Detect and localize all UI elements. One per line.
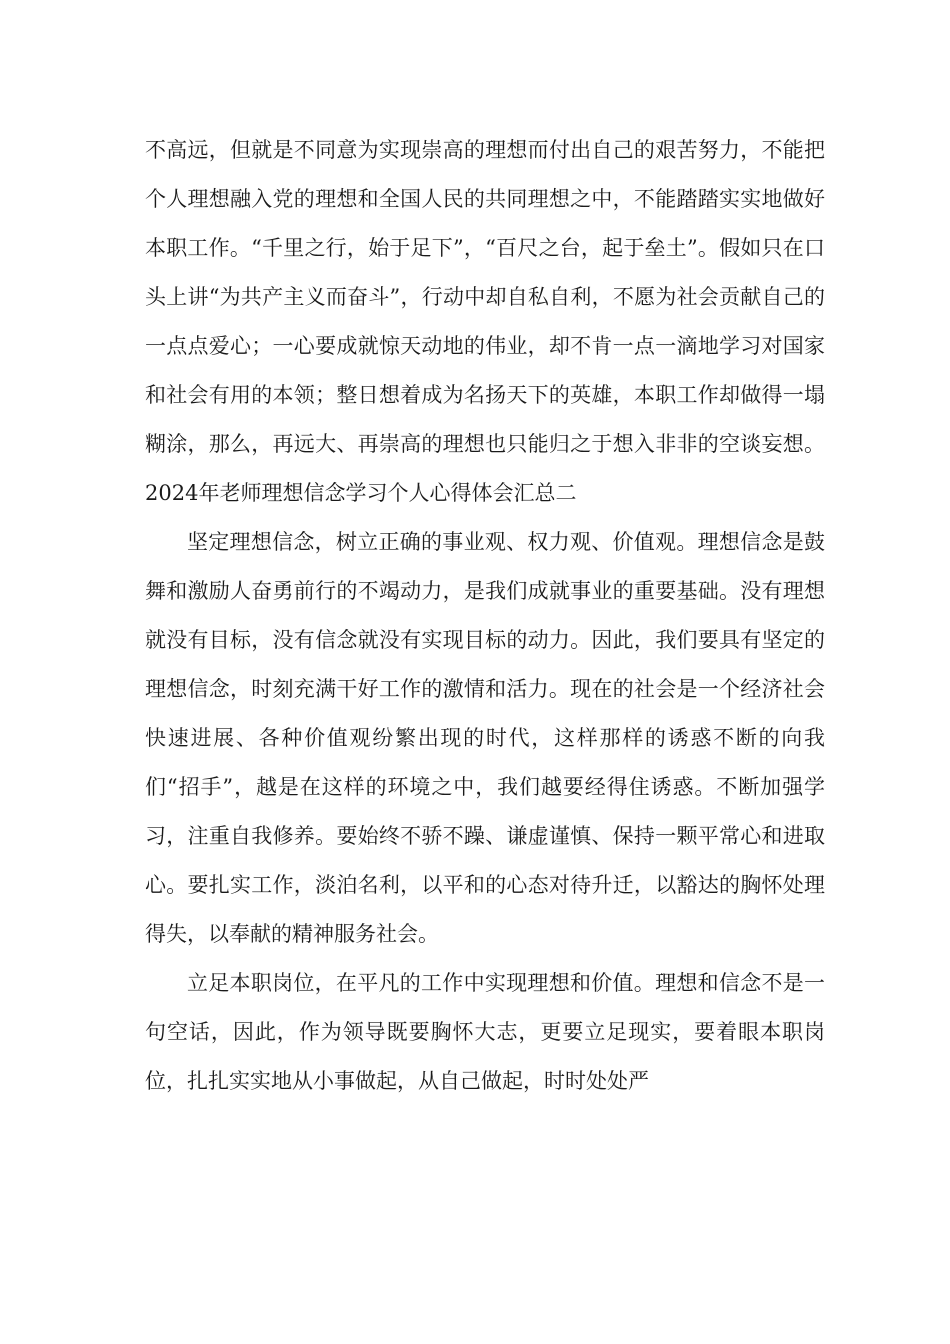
body-text: [145, 126, 825, 1106]
paragraph-firm-ideals: 坚定理想信念，树立正确的事业观、权力观、价值观。理想信念是鼓舞和激励人奋勇前行的不竭动力，是我们成就事业的重要基础。没有理想就没有目标，没有信念就没有实现目标的动力。因此，我们要具有坚定的理想信念，时刻充满干好工作的激情和活力。现在的社会是一个经济社会快速进展、各种价值观纷繁出现的时代，这样那样的诱惑不断的向我们“招手”，越是在这样的环境之中，我们越要经得住诱惑。不断加强学习，注重自我修养。要始终不骄不躁、谦虚谨慎、保持一颗平常心和进取心。要扎实工作，淡泊名利，以平和的心态对待升迁，以豁达的胸怀处理得失，以奉献的精神服务社会。: [145, 530, 825, 946]
paragraph-job-post: 立足本职岗位，在平凡的工作中实现理想和价值。理想和信念不是一句空话，因此，作为领导既要胸怀大志，更要立足现实，要着眼本职岗位，扎扎实实地从小事做起，从自己做起，时时处处严: [145, 971, 825, 1093]
paragraph-continuation: 不高远，但就是不同意为实现崇高的理想而付出自己的艰苦努力，不能把个人理想融入党的理想和全国人民的共同理想之中，不能踏踏实实地做好本职工作。“千里之行，始于足下”，“百尺之台，起于垒土”。假如只在口头上讲“为共产主义而奋斗”，行动中却自私自利，不愿为社会贡献自己的一点点爱心；一心要成就惊天动地的伟业，却不肯一点一滴地学习对国家和社会有用的本领；整日想着成为名扬天下的英雄，本职工作却做得一塌糊涂，那么，再远大、再崇高的理想也只能归之于想入非非的空谈妄想。2024年老师理想信念学习个人心得体会汇总二: [145, 138, 825, 505]
